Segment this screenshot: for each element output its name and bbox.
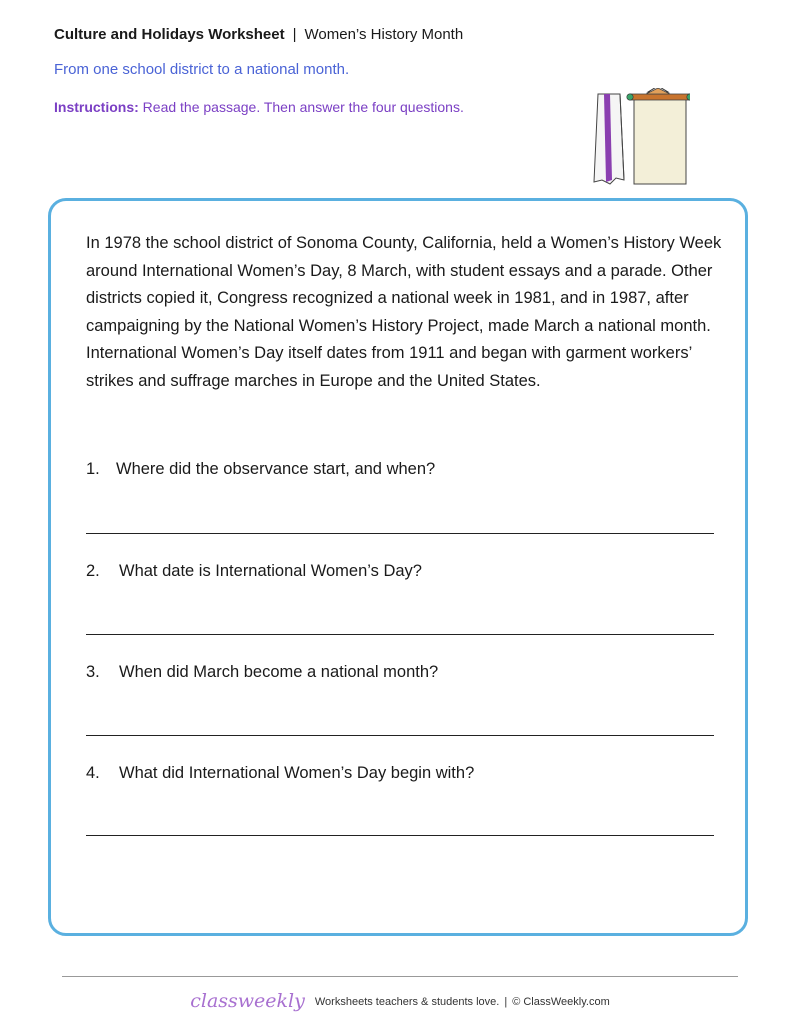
- question-text: When did March become a national month?: [119, 663, 439, 681]
- reading-passage: In 1978 the school district of Sonoma County, California, held a Women’s History Week around International Women’s Day, 8 March, with student essays and a parade. Other districts copied it, Congress recognized a national week in 1981, and in 1987, after campaigning by the National Women’s History Project, made March a national month. International Women’s Day itself dates from 1911 and began with garment workers’ strikes and suffrage marches in Europe and the United States.: [86, 234, 722, 390]
- answer-line-1[interactable]: [86, 533, 714, 534]
- answer-line-4[interactable]: [86, 835, 714, 836]
- question-number: 2.: [86, 562, 100, 580]
- instructions: [54, 99, 464, 115]
- question-number: 4.: [86, 764, 100, 782]
- sash-and-banner-illustration: [590, 88, 690, 188]
- question-text: What date is International Women’s Day?: [119, 562, 422, 580]
- footer-divider: [62, 976, 738, 977]
- footer-separator: |: [504, 996, 508, 1008]
- answer-line-3[interactable]: [86, 735, 714, 736]
- worksheet-subtitle: From one school district to a national month.: [54, 61, 350, 78]
- footer-tagline: Worksheets teachers & students love.: [314, 996, 500, 1008]
- question-number: 1.: [86, 460, 100, 478]
- answer-line-2[interactable]: [86, 634, 714, 635]
- worksheet-header: [54, 26, 463, 43]
- worksheet-topic: Women’s History Month: [304, 26, 464, 43]
- question-3: [86, 663, 438, 682]
- classweekly-logo: classweekly: [190, 990, 305, 1012]
- footer-copyright: © ClassWeekly.com: [512, 996, 610, 1008]
- instructions-text: Read the passage. Then answer the four questions.: [142, 99, 464, 115]
- sash-banner-icon: [590, 88, 690, 188]
- question-1: [86, 460, 435, 479]
- worksheet-type: Culture and Holidays Worksheet: [54, 26, 285, 43]
- question-number: 3.: [86, 663, 100, 681]
- question-4: [86, 764, 474, 783]
- question-text: What did International Women’s Day begin with?: [119, 764, 475, 782]
- question-2: [86, 562, 422, 581]
- question-text: Where did the observance start, and when?: [116, 460, 436, 478]
- header-separator: |: [292, 26, 297, 43]
- instructions-label: Instructions:: [54, 99, 139, 115]
- footer: [0, 990, 800, 1012]
